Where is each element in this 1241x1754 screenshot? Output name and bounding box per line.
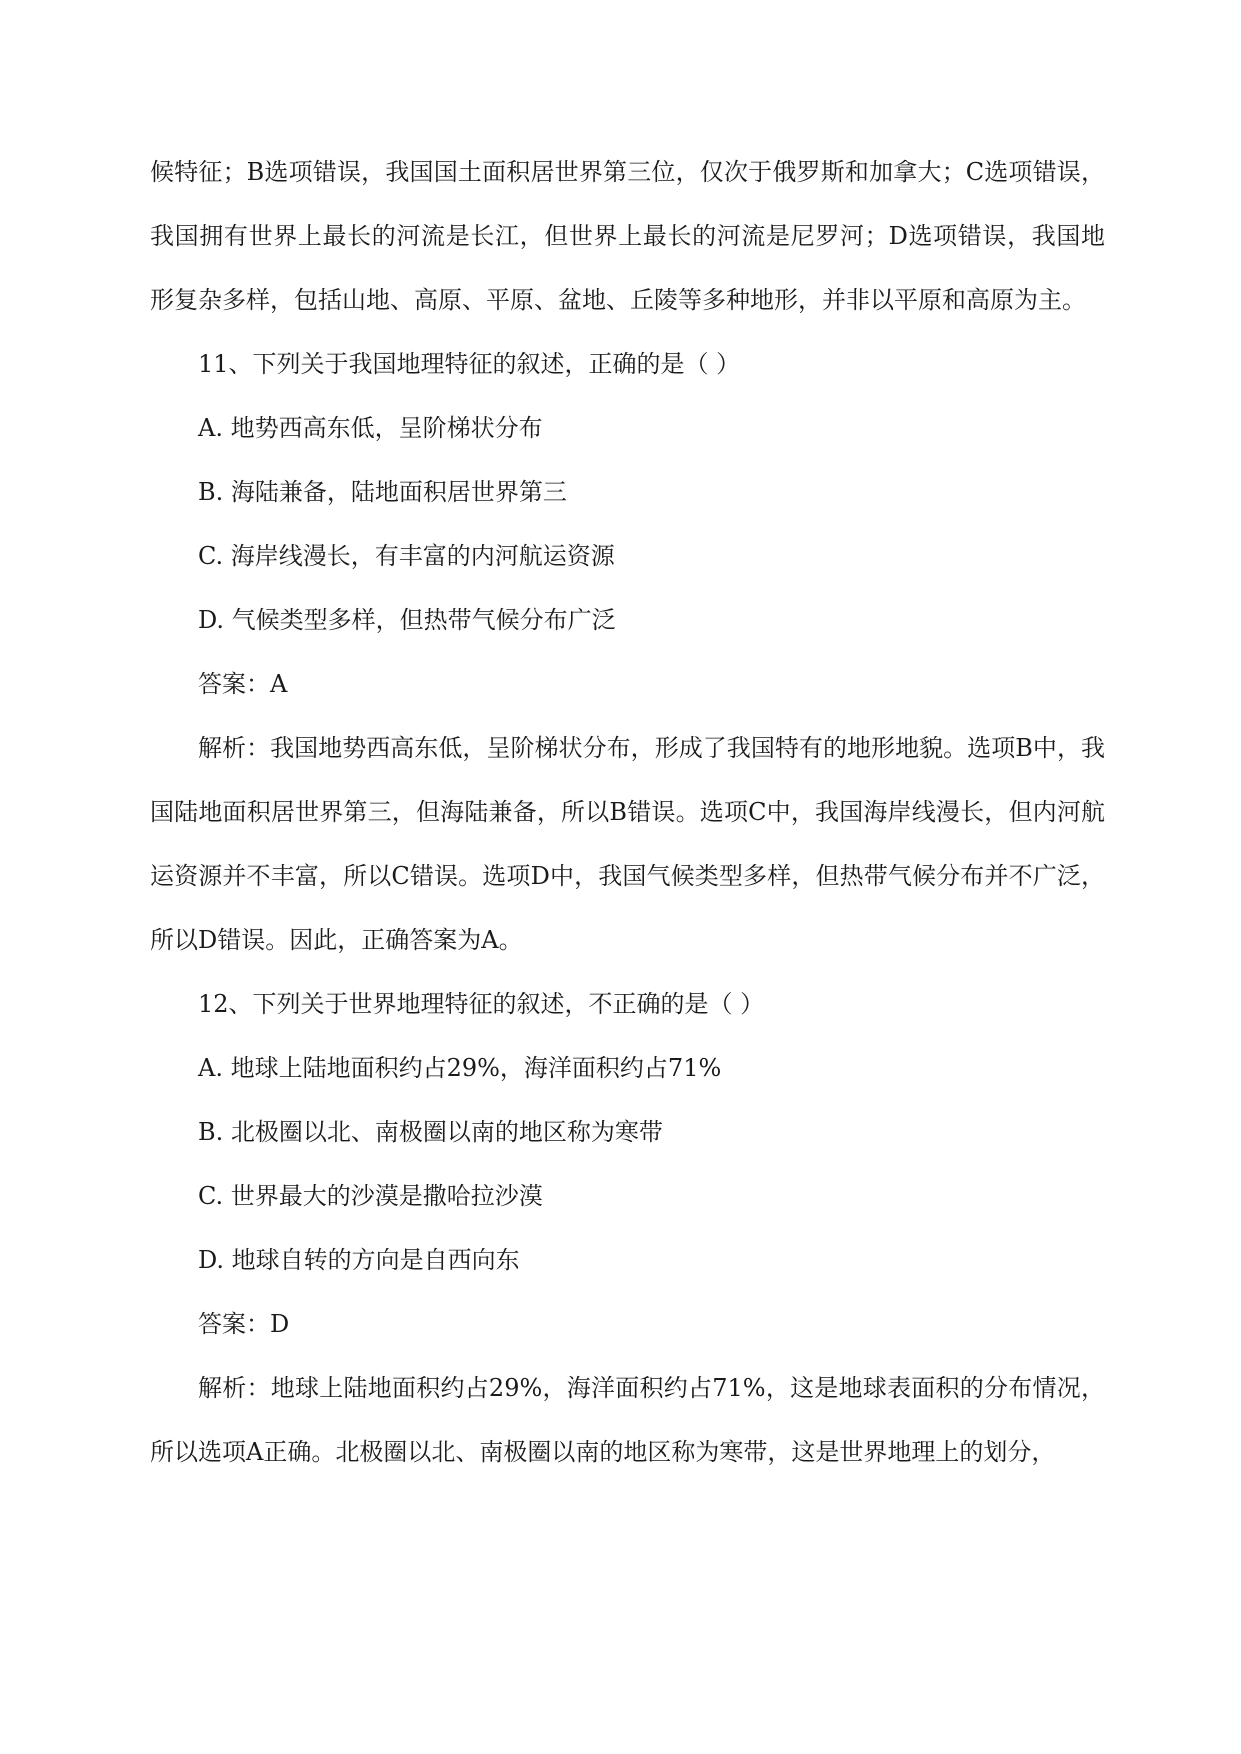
answer: 答案：D — [198, 1310, 290, 1338]
question-stem: 11、下列关于我国地理特征的叙述，正确的是（ ） — [198, 350, 741, 378]
analysis: 解析：我国地势西高东低，呈阶梯状分布，形成了我国特有的地形地貌。选项B中，我国陆地面积居世界第三，但海陆兼备，所以B错误。选项C中，我国海岸线漫长，但内河航运资源并不丰富，所以C错误。选项D中，我国气候类型多样，但热带气候分布并不广泛，所以D错误。因此，正确答案为A。 — [150, 734, 1105, 954]
question-11 — [150, 332, 1105, 972]
option-b: B. 海陆兼备，陆地面积居世界第三 — [198, 478, 567, 506]
option-a: A. 地球上陆地面积约占29%，海洋面积约占71% — [198, 1054, 722, 1082]
option-c: C. 世界最大的沙漠是撒哈拉沙漠 — [198, 1182, 543, 1210]
previous-analysis-continuation: 候特征；B选项错误，我国国土面积居世界第三位，仅次于俄罗斯和加拿大；C选项错误，我国拥有世界上最长的河流是长江，但世界上最长的河流是尼罗河；D选项错误，我国地形复杂多样，包括山地、高原、平原、盆地、丘陵等多种地形，并非以平原和高原为主。 — [150, 158, 1105, 314]
analysis: 解析：地球上陆地面积约占29%，海洋面积约占71%，这是地球表面积的分布情况，所以选项A正确。北极圈以北、南极圈以南的地区称为寒带，这是世界地理上的划分， — [150, 1374, 1105, 1466]
option-a: A. 地势西高东低，呈阶梯状分布 — [198, 414, 543, 442]
option-c: C. 海岸线漫长，有丰富的内河航运资源 — [198, 542, 615, 570]
question-12 — [150, 972, 1105, 1484]
document-body — [150, 140, 1105, 1484]
option-b: B. 北极圈以北、南极圈以南的地区称为寒带 — [198, 1118, 663, 1146]
option-d: D. 地球自转的方向是自西向东 — [198, 1246, 520, 1274]
question-stem: 12、下列关于世界地理特征的叙述，不正确的是（ ） — [198, 990, 765, 1018]
answer: 答案：A — [198, 670, 288, 698]
option-d: D. 气候类型多样，但热带气候分布广泛 — [198, 606, 616, 634]
